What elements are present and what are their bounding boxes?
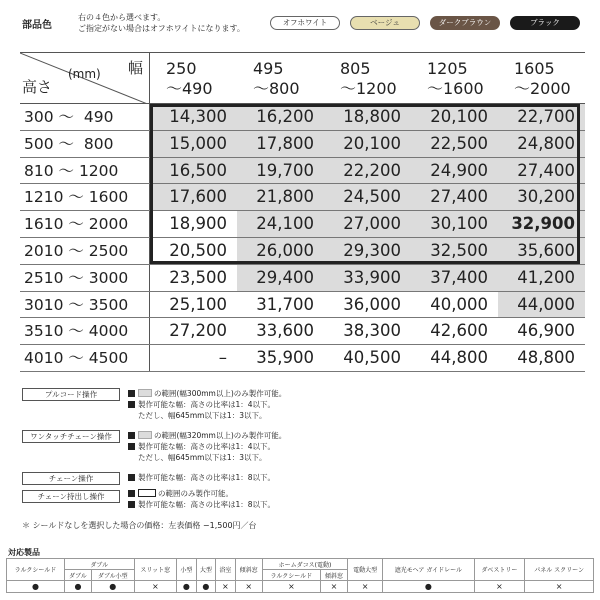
prod-header: スリット窓 xyxy=(134,559,177,581)
product-mark: ● xyxy=(7,581,65,593)
price-cell: 22,500 xyxy=(411,131,498,157)
price-cell: 15,000 xyxy=(150,131,237,157)
table-row xyxy=(20,345,585,372)
op-chain-lift-notes: の範囲のみ製作可能。 製作可能な幅：高さの比率は1：8以下。 xyxy=(128,488,275,510)
prod-header: ラルクシールド xyxy=(262,570,320,581)
price-rows xyxy=(20,104,585,372)
product-mark: × xyxy=(262,581,320,593)
price-cell: 44,000 xyxy=(498,292,585,318)
bullet-square xyxy=(128,390,135,397)
prod-header: 遮光モヘア ガイドレール xyxy=(383,559,474,581)
price-cell: 48,800 xyxy=(517,348,575,368)
width-header-cell: 250 〜490 xyxy=(166,59,213,98)
price-cell: 22,700 xyxy=(498,104,585,130)
table-row xyxy=(20,318,585,345)
price-cell: 36,000 xyxy=(343,294,401,314)
price-cell: 33,600 xyxy=(256,321,314,341)
height-range-cell: 4010 〜 4500 xyxy=(20,345,150,371)
table-corner xyxy=(20,52,150,104)
price-cell: 22,200 xyxy=(324,158,411,184)
price-cell: 16,200 xyxy=(237,104,324,130)
op-pull-cord-label: プルコード操作 xyxy=(22,388,120,401)
price-cell: 24,500 xyxy=(324,184,411,210)
prod-header: 大型 xyxy=(196,559,216,581)
color-dark-brown[interactable]: ダークブラウン xyxy=(430,16,500,30)
product-mark: ● xyxy=(383,581,474,593)
price-cell: 27,000 xyxy=(324,211,411,237)
height-range-cell: 2510 〜 3000 xyxy=(20,265,150,291)
bullet-square xyxy=(128,474,135,481)
prod-header: 傾斜窓 xyxy=(235,559,262,581)
products-mark-row xyxy=(7,581,594,593)
bullet-square xyxy=(128,490,135,497)
price-cell: 23,500 xyxy=(169,267,227,287)
price-cell: 31,700 xyxy=(256,294,314,314)
price-cell: 30,100 xyxy=(411,211,498,237)
height-range-cell: 3010 〜 3500 xyxy=(20,292,150,318)
price-cell: 32,900 xyxy=(498,211,585,237)
price-cell: 20,100 xyxy=(324,131,411,157)
prod-group-home: ホームダコス(電動) xyxy=(262,559,347,570)
price-cell: 24,100 xyxy=(237,211,324,237)
product-mark: ● xyxy=(64,581,91,593)
product-mark: × xyxy=(474,581,525,593)
bullet-square xyxy=(128,501,135,508)
height-range-cell: 300 〜 490 xyxy=(20,104,150,130)
op-pull-cord-notes: の範囲(幅300mm以上)のみ製作可能。 製作可能な幅：高さの比率は1：4以下。 ただし、幅645mm以下は1：3以下。 xyxy=(128,388,286,421)
product-mark: × xyxy=(216,581,236,593)
prod-header: ダブル小型 xyxy=(91,570,134,581)
prod-header: パネル スクリーン xyxy=(525,559,594,581)
prod-header: 浴室 xyxy=(216,559,236,581)
price-cell: 26,000 xyxy=(237,238,324,264)
table-row xyxy=(20,104,585,131)
height-range-cell: 1210 〜 1600 xyxy=(20,184,150,210)
price-cell: 16,500 xyxy=(150,158,237,184)
price-cell: 29,400 xyxy=(237,265,324,291)
table-row xyxy=(20,265,585,292)
prod-header: 電動大型 xyxy=(348,559,383,581)
bullet-square xyxy=(128,432,135,439)
color-off-white[interactable]: オフホワイト xyxy=(270,16,340,30)
gray-range-swatch xyxy=(138,389,152,397)
prod-header: ダベストリー xyxy=(474,559,525,581)
parts-color-label: 部品色 xyxy=(22,20,52,31)
table-row xyxy=(20,292,585,319)
product-mark: × xyxy=(320,581,347,593)
product-mark: ● xyxy=(177,581,197,593)
prod-header: ラルクシールド xyxy=(7,559,65,581)
price-cell: 40,500 xyxy=(343,348,401,368)
corner-unit-label: (mm) xyxy=(68,67,101,81)
price-cell: 42,600 xyxy=(430,321,488,341)
op-chain-notes: 製作可能な幅：高さの比率は1：8以下。 xyxy=(128,472,275,483)
table-row xyxy=(20,211,585,238)
table-row xyxy=(20,184,585,211)
price-cell: 44,800 xyxy=(430,348,488,368)
price-table xyxy=(20,52,585,372)
corner-width-label: 幅 xyxy=(127,59,143,77)
op-chain-label: チェーン操作 xyxy=(22,472,120,485)
product-mark: ● xyxy=(196,581,216,593)
table-row xyxy=(20,238,585,265)
height-range-cell: 2010 〜 2500 xyxy=(20,238,150,264)
price-cell: 17,800 xyxy=(237,131,324,157)
table-row xyxy=(20,131,585,158)
width-header-row xyxy=(150,52,585,104)
price-cell: 24,800 xyxy=(498,131,585,157)
price-cell: 38,300 xyxy=(343,321,401,341)
price-cell: 32,500 xyxy=(411,238,498,264)
product-mark: × xyxy=(235,581,262,593)
corner-height-label: 高さ xyxy=(22,78,53,96)
framed-range-swatch xyxy=(138,489,156,497)
price-cell: 25,100 xyxy=(169,294,227,314)
price-cell: 35,900 xyxy=(256,348,314,368)
product-mark: ● xyxy=(91,581,134,593)
prod-header: 小型 xyxy=(177,559,197,581)
price-cell: – xyxy=(218,348,227,368)
product-mark: × xyxy=(348,581,383,593)
price-cell: 14,300 xyxy=(150,104,237,130)
prod-header: 傾斜窓 xyxy=(320,570,347,581)
price-cell: 21,800 xyxy=(237,184,324,210)
height-range-cell: 3510 〜 4000 xyxy=(20,318,150,344)
width-header-cell: 495 〜800 xyxy=(253,59,300,98)
product-mark: × xyxy=(134,581,177,593)
width-header-cell: 805 〜1200 xyxy=(340,59,397,98)
price-cell: 41,200 xyxy=(498,265,585,291)
prod-group-double: ダブル xyxy=(64,559,134,570)
products-table xyxy=(6,558,594,593)
price-cell: 35,600 xyxy=(498,238,585,264)
op-chain-lift-label: チェーン持出し操作 xyxy=(22,490,120,503)
price-cell: 17,600 xyxy=(150,184,237,210)
price-cell: 18,800 xyxy=(324,104,411,130)
price-cell: 27,200 xyxy=(169,321,227,341)
shield-footnote: ＊ シールドなしを選択した場合の価格：左表価格 −1,500円／台 xyxy=(22,521,257,530)
price-cell: 33,900 xyxy=(324,265,411,291)
price-cell: 37,400 xyxy=(411,265,498,291)
table-row xyxy=(20,158,585,185)
height-range-cell: 810 〜 1200 xyxy=(20,158,150,184)
color-beige[interactable]: ベージュ xyxy=(350,16,420,30)
price-cell: 30,200 xyxy=(498,184,585,210)
price-cell: 20,100 xyxy=(411,104,498,130)
op-one-touch-chain-label: ワンタッチチェーン操作 xyxy=(22,430,120,443)
price-cell: 19,700 xyxy=(237,158,324,184)
price-cell: 20,500 xyxy=(169,240,227,260)
price-cell: 40,000 xyxy=(430,294,488,314)
price-cell: 27,400 xyxy=(498,158,585,184)
gray-range-swatch xyxy=(138,431,152,439)
price-cell: 27,400 xyxy=(411,184,498,210)
product-mark: × xyxy=(525,581,594,593)
op-one-touch-chain-notes: の範囲(幅320mm以上)のみ製作可能。 製作可能な幅：高さの比率は1：4以下。 ただし、幅645mm以下は1：3以下。 xyxy=(128,430,286,463)
height-range-cell: 1610 〜 2000 xyxy=(20,211,150,237)
color-black[interactable]: ブラック xyxy=(510,16,580,30)
bullet-square xyxy=(128,401,135,408)
width-header-cell: 1605 〜2000 xyxy=(514,59,571,98)
prod-header: ダブル xyxy=(64,570,91,581)
parts-color-section xyxy=(22,12,582,38)
price-cell: 46,900 xyxy=(517,321,575,341)
parts-color-note: 右の４色から選べます。 ご指定がない場合はオフホワイトになります。 xyxy=(78,13,245,33)
height-range-cell: 500 〜 800 xyxy=(20,131,150,157)
price-cell: 29,300 xyxy=(324,238,411,264)
products-title: 対応製品 xyxy=(8,548,40,557)
price-cell: 18,900 xyxy=(169,214,227,234)
bullet-square xyxy=(128,443,135,450)
width-header-cell: 1205 〜1600 xyxy=(427,59,484,98)
price-cell: 24,900 xyxy=(411,158,498,184)
